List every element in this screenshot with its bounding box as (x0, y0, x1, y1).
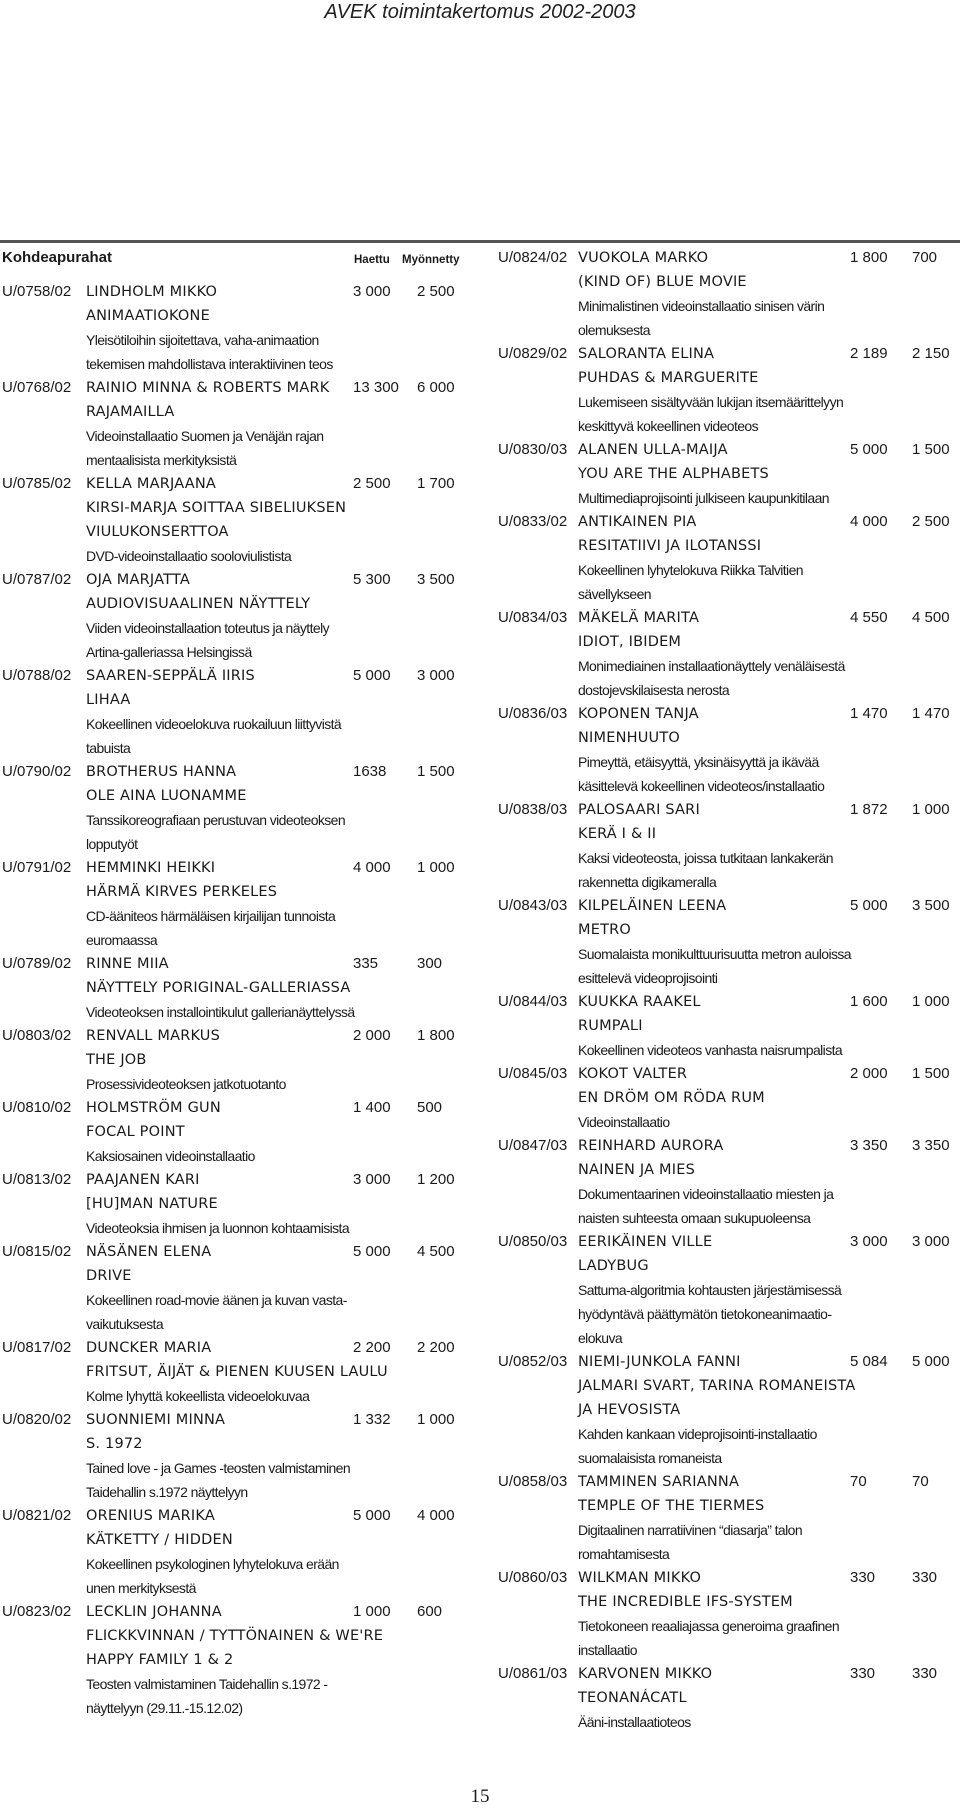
amount-applied: 1638 (353, 763, 387, 780)
grant-code: U/0861/03 (498, 1665, 568, 1682)
applicant-name: VUOKOLA MARKO (578, 250, 709, 266)
grant-entry-header-row (496, 606, 960, 630)
section-heading (0, 246, 478, 280)
grant-entry-header-row (496, 1230, 960, 1254)
amount-applied: 2 189 (850, 345, 888, 362)
work-description: tekemisen mahdollistava interaktiivinen teos (86, 356, 333, 372)
grant-entry-header-row (496, 1134, 960, 1158)
grant-entry-header-row (0, 1240, 478, 1264)
work-title: (KIND OF) BLUE MOVIE (578, 274, 747, 290)
grant-entry (496, 798, 960, 894)
work-title: DRIVE (86, 1268, 132, 1284)
grant-entry (0, 280, 478, 376)
grant-code: U/0820/02 (2, 1411, 72, 1428)
amount-applied: 5 000 (850, 441, 888, 458)
work-description: Kokeellinen videoteos vanhasta naisrumpalista (578, 1042, 843, 1058)
grant-entry (496, 894, 960, 990)
work-description: Digitaalinen narratiivinen “diasarja” talon (578, 1522, 802, 1538)
work-title: [HU]MAN NATURE (86, 1196, 218, 1212)
grant-code: U/0834/03 (498, 609, 568, 626)
work-description: CD-ääniteos härmäläisen kirjailijan tunnoista (86, 908, 336, 924)
work-description: euromaassa (86, 932, 158, 948)
amount-applied: 1 400 (353, 1099, 391, 1116)
grant-entry (0, 568, 478, 664)
grant-entry-header-row (0, 1408, 478, 1432)
grant-entry (496, 990, 960, 1062)
amount-granted: 3 350 (912, 1137, 950, 1154)
grant-entry-header-row (496, 1470, 960, 1494)
header-rule (0, 240, 960, 243)
grant-code: U/0823/02 (2, 1603, 72, 1620)
work-title: PUHDAS & MARGUERITE (578, 370, 759, 386)
amount-granted: 1 500 (417, 763, 455, 780)
grant-entry (0, 1600, 478, 1720)
work-description: Minimalistinen videoinstallaatio sinisen värin (578, 298, 825, 314)
grant-entry-header-row (0, 568, 478, 592)
work-description: Teosten valmistaminen Taidehallin s.1972 - (86, 1676, 328, 1692)
amount-applied: 330 (850, 1665, 876, 1682)
grant-entry (496, 510, 960, 606)
amount-applied: 1 600 (850, 993, 888, 1010)
work-description: Suomalaista monikulttuurisuutta metron auloissa (578, 946, 851, 962)
grant-entry-header-row (0, 1024, 478, 1048)
amount-applied: 2 000 (353, 1027, 391, 1044)
amount-applied: 4 550 (850, 609, 888, 626)
grant-code: U/0810/02 (2, 1099, 72, 1116)
grant-entry (0, 1336, 478, 1408)
grant-entry-header-row (0, 952, 478, 976)
applicant-name: KARVONEN MIKKO (578, 1666, 713, 1682)
amount-applied: 3 000 (850, 1233, 888, 1250)
work-description: Sattuma-algoritmia kohtausten järjestämisessä (578, 1282, 842, 1298)
grant-entry (0, 1504, 478, 1600)
amount-applied: 330 (850, 1569, 876, 1586)
applicant-name: BROTHERUS HANNA (86, 764, 237, 780)
work-description: Ääni-installaatioteos (578, 1714, 691, 1730)
applicant-name: OJA MARJATTA (86, 572, 190, 588)
grant-code: U/0850/03 (498, 1233, 568, 1250)
work-description: Viiden videoinstallaation toteutus ja näyttely (86, 620, 329, 636)
grant-entry-header-row (0, 472, 478, 496)
section-title: Kohdeapurahat (2, 249, 113, 266)
work-title: IDIOT, IBIDEM (578, 634, 682, 650)
grant-entry-header-row (0, 1096, 478, 1120)
grant-entry-header-row (496, 798, 960, 822)
column-header-applied: Haettu (354, 254, 390, 266)
grant-entry (0, 1240, 478, 1336)
grant-entry (0, 376, 478, 472)
amount-granted: 1 000 (417, 859, 455, 876)
grant-code: U/0824/02 (498, 249, 568, 266)
grant-code: U/0787/02 (2, 571, 72, 588)
grant-code: U/0852/03 (498, 1353, 568, 1370)
grant-entry (0, 760, 478, 856)
grant-code: U/0817/02 (2, 1339, 72, 1356)
grant-entry (496, 1134, 960, 1230)
applicant-name: WILKMAN MIKKO (578, 1570, 702, 1586)
amount-applied: 4 000 (353, 859, 391, 876)
grant-entry (496, 1662, 960, 1734)
grant-entry (496, 1470, 960, 1566)
work-description: Kokeellinen videoelokuva ruokailuun liittyvistä (86, 716, 342, 732)
amount-applied: 1 332 (353, 1411, 391, 1428)
work-title: THE INCREDIBLE IFS-SYSTEM (578, 1594, 793, 1610)
applicant-name: KILPELÄINEN LEENA (578, 898, 727, 914)
grant-entry-header-row (496, 1062, 960, 1086)
amount-applied: 1 800 (850, 249, 888, 266)
amount-granted: 3 500 (417, 571, 455, 588)
amount-granted: 1 000 (912, 993, 950, 1010)
work-description: Videoinstallaatio Suomen ja Venäjän rajan (86, 428, 324, 444)
amount-applied: 3 000 (353, 283, 391, 300)
work-title: FLICKKVINNAN / TYTTÖNAINEN & WE'RE (86, 1628, 384, 1644)
grant-code: U/0813/02 (2, 1171, 72, 1188)
column-header-granted: Myönnetty (402, 254, 460, 266)
applicant-name: TAMMINEN SARIANNA (578, 1474, 740, 1490)
work-title: RESITATIIVI JA ILOTANSSI (578, 538, 762, 554)
amount-granted: 700 (912, 249, 938, 266)
left-column (0, 246, 478, 1720)
work-description: Lukemiseen sisältyvään lukijan itsemäärittelyyn (578, 394, 844, 410)
applicant-name: PALOSAARI SARI (578, 802, 700, 818)
work-title: JA HEVOSISTA (578, 1402, 681, 1418)
amount-applied: 2 500 (353, 475, 391, 492)
work-description: romahtamisesta (578, 1546, 670, 1562)
amount-granted: 1 800 (417, 1027, 455, 1044)
grant-code: U/0815/02 (2, 1243, 72, 1260)
grant-code: U/0833/02 (498, 513, 568, 530)
amount-granted: 3 000 (912, 1233, 950, 1250)
work-description: esittelevä videoprojisointi (578, 970, 718, 986)
grant-code: U/0845/03 (498, 1065, 568, 1082)
work-description: tabuista (86, 740, 131, 756)
grant-entry-header-row (496, 1566, 960, 1590)
work-description: Videoteoksia ihmisen ja luonnon kohtaamisista (86, 1220, 350, 1236)
applicant-name: ANTIKAINEN PIA (578, 514, 697, 530)
work-description: Kaksiosainen videoinstallaatio (86, 1148, 255, 1164)
amount-granted: 1 000 (417, 1411, 455, 1428)
work-title: OLE AINA LUONAMME (86, 788, 247, 804)
grant-entry (496, 1566, 960, 1662)
amount-applied: 1 470 (850, 705, 888, 722)
amount-applied: 5 000 (850, 897, 888, 914)
amount-granted: 1 000 (912, 801, 950, 818)
work-description: Multimediaprojisointi julkiseen kaupunkitilaan (578, 490, 829, 506)
page-number: 15 (470, 1786, 490, 1807)
grant-entry-header-row (0, 760, 478, 784)
amount-granted: 300 (417, 955, 443, 972)
work-title: VIULUKONSERTTOA (86, 524, 229, 540)
amount-applied: 5 000 (353, 1507, 391, 1524)
work-description: naisten suhteesta omaan sukupuoleensa (578, 1210, 811, 1226)
amount-granted: 1 200 (417, 1171, 455, 1188)
grant-code: U/0768/02 (2, 379, 72, 396)
work-description: Kolme lyhyttä kokeellista videoelokuvaa (86, 1388, 310, 1404)
amount-granted: 330 (912, 1665, 938, 1682)
applicant-name: ALANEN ULLA-MAIJA (578, 442, 728, 458)
applicant-name: DUNCKER MARIA (86, 1340, 212, 1356)
work-description: Prosessivideoteoksen jatkotuotanto (86, 1076, 286, 1092)
grant-code: U/0830/03 (498, 441, 568, 458)
work-title: ANIMAATIOKONE (86, 308, 210, 324)
amount-applied: 70 (850, 1473, 867, 1490)
work-title: NAINEN JA MIES (578, 1162, 696, 1178)
grant-code: U/0844/03 (498, 993, 568, 1010)
grant-entry-header-row (0, 376, 478, 400)
work-description: Dokumentaarinen videoinstallaatio miesten ja (578, 1186, 834, 1202)
grant-code: U/0789/02 (2, 955, 72, 972)
amount-applied: 5 000 (353, 1243, 391, 1260)
grant-entry (0, 1024, 478, 1096)
work-description: Tained love - ja Games -teosten valmistaminen (86, 1460, 351, 1476)
work-description: Kaksi videoteosta, joissa tutkitaan lankakerän (578, 850, 833, 866)
work-description: Taidehallin s.1972 näyttelyyn (86, 1484, 248, 1500)
amount-granted: 2 500 (417, 283, 455, 300)
grant-list-left (0, 280, 478, 1720)
amount-granted: 4 500 (417, 1243, 455, 1260)
work-description: dostojevskilaisesta nerosta (578, 682, 730, 698)
grant-code: U/0847/03 (498, 1137, 568, 1154)
amount-granted: 3 000 (417, 667, 455, 684)
grant-entry (496, 342, 960, 438)
applicant-name: KOKOT VALTER (578, 1066, 688, 1082)
amount-applied: 5 300 (353, 571, 391, 588)
amount-applied: 5 084 (850, 1353, 888, 1370)
work-title: FOCAL POINT (86, 1124, 185, 1140)
work-title: JALMARI SVART, TARINA ROMANEISTA (578, 1378, 856, 1394)
work-title: RUMPALI (578, 1018, 643, 1034)
applicant-name: HOLMSTRÖM GUN (86, 1100, 221, 1116)
grant-code: U/0843/03 (498, 897, 568, 914)
grant-entry (0, 1408, 478, 1504)
amount-granted: 1 700 (417, 475, 455, 492)
applicant-name: KELLA MARJAANA (86, 476, 217, 492)
grant-entry-header-row (496, 342, 960, 366)
applicant-name: HEMMINKI HEIKKI (86, 860, 216, 876)
grant-code: U/0821/02 (2, 1507, 72, 1524)
work-title: KERÄ I & II (578, 826, 657, 842)
amount-granted: 4 500 (912, 609, 950, 626)
amount-applied: 335 (353, 955, 379, 972)
amount-applied: 1 000 (353, 1603, 391, 1620)
work-description: Monimediainen installaationäyttely venäläisestä (578, 658, 845, 674)
work-description: mentaalisista merkityksistä (86, 452, 237, 468)
grant-entry-header-row (0, 1504, 478, 1528)
grant-entry (496, 606, 960, 702)
work-description: olemuksesta (578, 322, 650, 338)
applicant-name: ORENIUS MARIKA (86, 1508, 215, 1524)
amount-granted: 330 (912, 1569, 938, 1586)
work-description: Artina-galleriassa Helsingissä (86, 644, 252, 660)
work-title: YOU ARE THE ALPHABETS (578, 466, 769, 482)
work-title: S. 1972 (86, 1436, 143, 1452)
grant-entry-header-row (496, 1350, 960, 1374)
work-description: Pimeyttä, etäisyyttä, yksinäisyyttä ja ikävää (578, 754, 819, 770)
grant-entry (496, 246, 960, 342)
grant-entry-header-row (496, 702, 960, 726)
grant-code: U/0838/03 (498, 801, 568, 818)
amount-applied: 2 000 (850, 1065, 888, 1082)
applicant-name: REINHARD AURORA (578, 1138, 724, 1154)
work-description: rakennetta digikameralla (578, 874, 717, 890)
work-title: EN DRÖM OM RÖDA RUM (578, 1090, 765, 1106)
work-description: Tanssikoreografiaan perustuvan videoteoksen (86, 812, 346, 828)
right-column (496, 246, 960, 1734)
amount-granted: 2 150 (912, 345, 950, 362)
work-description: Kahden kankaan videprojisointi-installaatio (578, 1426, 817, 1442)
grant-code: U/0829/02 (498, 345, 568, 362)
grant-entry (496, 438, 960, 510)
grant-entry-header-row (496, 510, 960, 534)
work-description: suomalaisista romaneista (578, 1450, 722, 1466)
work-title: THE JOB (86, 1052, 147, 1068)
grant-code: U/0785/02 (2, 475, 72, 492)
work-title: FRITSUT, ÄIJÄT & PIENEN KUUSEN LAULU (86, 1364, 388, 1380)
amount-applied: 1 872 (850, 801, 888, 818)
amount-applied: 4 000 (850, 513, 888, 530)
amount-granted: 500 (417, 1099, 443, 1116)
grant-entry-header-row (496, 246, 960, 270)
grant-code: U/0860/03 (498, 1569, 568, 1586)
amount-granted: 2 200 (417, 1339, 455, 1356)
work-title: TEONANÁCATL (578, 1690, 687, 1706)
applicant-name: MÄKELÄ MARITA (578, 610, 700, 626)
applicant-name: KUUKKA RAAKEL (578, 994, 701, 1010)
work-title: LADYBUG (578, 1258, 649, 1274)
work-description: Yleisötiloihin sijoitettava, vaha-animaation (86, 332, 319, 348)
grant-entry (0, 1168, 478, 1240)
work-description: lopputyöt (86, 836, 138, 852)
work-description: sävellykseen (578, 586, 651, 602)
work-description: Videoteoksen installointikulut gallerianäyttelyssä (86, 1004, 355, 1020)
grant-code: U/0758/02 (2, 283, 72, 300)
grant-entry-header-row (0, 1336, 478, 1360)
applicant-name: EERIKÄINEN VILLE (578, 1234, 713, 1250)
grant-entry-header-row (496, 894, 960, 918)
work-description: Kokeellinen lyhytelokuva Riikka Talvitien (578, 562, 803, 578)
amount-granted: 1 500 (912, 441, 950, 458)
amount-applied: 3 000 (353, 1171, 391, 1188)
applicant-name: NIEMI-JUNKOLA FANNI (578, 1354, 741, 1370)
grant-code: U/0836/03 (498, 705, 568, 722)
amount-granted: 1 470 (912, 705, 950, 722)
grant-entry-header-row (496, 990, 960, 1014)
grant-entry (0, 472, 478, 568)
amount-granted: 600 (417, 1603, 443, 1620)
work-description: unen merkityksestä (86, 1580, 196, 1596)
grant-entry-header-row (0, 280, 478, 304)
grant-entry (0, 952, 478, 1024)
amount-granted: 5 000 (912, 1353, 950, 1370)
grant-code: U/0790/02 (2, 763, 72, 780)
applicant-name: KOPONEN TANJA (578, 706, 699, 722)
grant-entry-header-row (0, 856, 478, 880)
grant-code: U/0791/02 (2, 859, 72, 876)
work-title: TEMPLE OF THE TIERMES (578, 1498, 765, 1514)
applicant-name: SAAREN-SEPPÄLÄ IIRIS (86, 668, 255, 684)
work-description: elokuva (578, 1330, 623, 1346)
amount-granted: 1 500 (912, 1065, 950, 1082)
amount-granted: 6 000 (417, 379, 455, 396)
grant-code: U/0788/02 (2, 667, 72, 684)
work-title: HÄRMÄ KIRVES PERKELES (86, 884, 278, 900)
work-title: NÄYTTELY PORIGINAL-GALLERIASSA (86, 980, 351, 996)
grant-code: U/0803/02 (2, 1027, 72, 1044)
amount-applied: 5 000 (353, 667, 391, 684)
amount-granted: 2 500 (912, 513, 950, 530)
work-title: NIMENHUUTO (578, 730, 681, 746)
grant-list-right (496, 246, 960, 1734)
grant-entry (496, 1230, 960, 1350)
grant-entry-header-row (496, 1662, 960, 1686)
work-title: KIRSI-MARJA SOITTAA SIBELIUKSEN (86, 500, 347, 516)
work-title: METRO (578, 922, 632, 938)
amount-applied: 3 350 (850, 1137, 888, 1154)
grant-entry (0, 664, 478, 760)
grant-entry-header-row (0, 1168, 478, 1192)
work-description: Videoinstallaatio (578, 1114, 670, 1130)
work-title: LIHAA (86, 692, 131, 708)
work-title: HAPPY FAMILY 1 & 2 (86, 1652, 234, 1668)
grant-entry (0, 1096, 478, 1168)
applicant-name: NÄSÄNEN ELENA (86, 1244, 212, 1260)
amount-granted: 4 000 (417, 1507, 455, 1524)
applicant-name: SUONNIEMI MINNA (86, 1412, 226, 1428)
work-title: KÄTKETTY / HIDDEN (86, 1532, 233, 1548)
applicant-name: RAINIO MINNA & ROBERTS MARK (86, 380, 330, 396)
work-description: vaikutuksesta (86, 1316, 164, 1332)
work-description: Kokeellinen road-movie äänen ja kuvan vasta- (86, 1292, 347, 1308)
work-description: Tietokoneen reaaliajassa generoima graafinen (578, 1618, 840, 1634)
amount-applied: 13 300 (353, 379, 399, 396)
grant-entry-header-row (0, 664, 478, 688)
work-description: näyttelyyn (29.11.-15.12.02) (86, 1700, 243, 1716)
amount-granted: 70 (912, 1473, 929, 1490)
work-description: hyödyntävä päättymätön tietokoneanimaatio- (578, 1306, 832, 1322)
work-description: keskittyvä kokeellinen videoteos (578, 418, 759, 434)
grant-entry-header-row (496, 438, 960, 462)
work-description: käsittelevä kokeellinen videoteos/installaatio (578, 778, 825, 794)
grant-entry-header-row (0, 1600, 478, 1624)
work-description: DVD-videoinstallaatio sooloviulistista (86, 548, 292, 564)
applicant-name: RENVALL MARKUS (86, 1028, 221, 1044)
grant-entry (496, 1350, 960, 1470)
amount-applied: 2 200 (353, 1339, 391, 1356)
applicant-name: SALORANTA ELINA (578, 346, 715, 362)
amount-granted: 3 500 (912, 897, 950, 914)
grant-entry (0, 856, 478, 952)
grant-code: U/0858/03 (498, 1473, 568, 1490)
applicant-name: PAAJANEN KARI (86, 1172, 200, 1188)
work-description: installaatio (578, 1642, 637, 1658)
applicant-name: LECKLIN JOHANNA (86, 1604, 222, 1620)
page-header: AVEK toimintakertomus 2002-2003 (324, 1, 636, 23)
grant-entry (496, 1062, 960, 1134)
applicant-name: RINNE MIIA (86, 956, 169, 972)
work-title: AUDIOVISUAALINEN NÄYTTELY (86, 596, 311, 612)
grant-entry (496, 702, 960, 798)
work-title: RAJAMAILLA (86, 404, 175, 420)
work-description: Kokeellinen psykologinen lyhytelokuva erään (86, 1556, 339, 1572)
applicant-name: LINDHOLM MIKKO (86, 284, 218, 300)
